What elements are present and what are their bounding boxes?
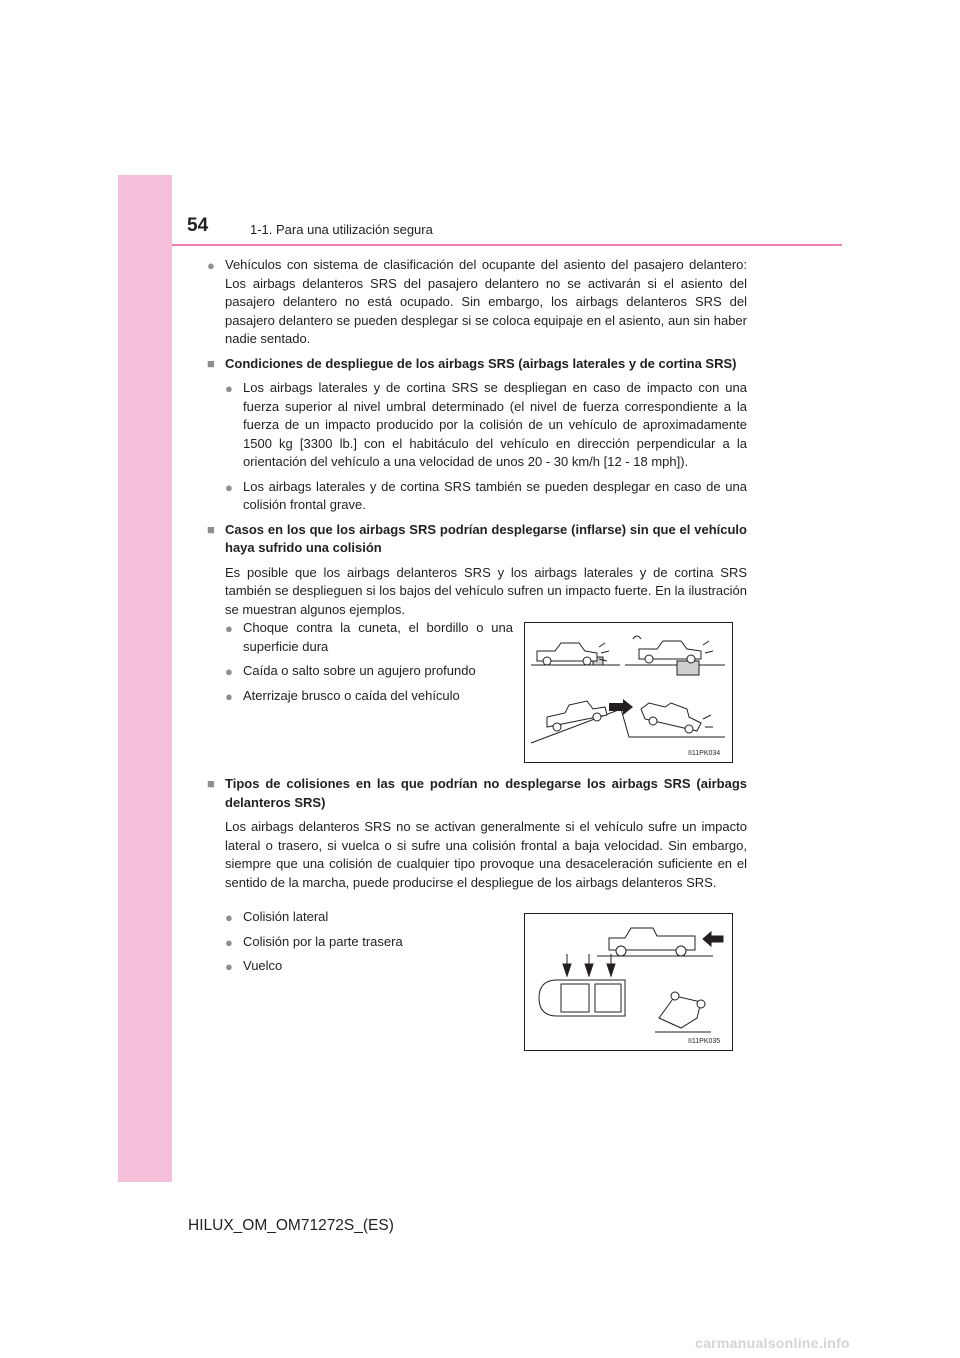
collision-type-text: Vuelco — [243, 958, 283, 973]
bullet-occupant — [207, 256, 747, 349]
no-deploy-text: Los airbags delanteros SRS no se activan generalmente si el vehículo sufre un impacto lateral o trasero, si vuelca o si sufre una colisión frontal a baja velocidad. Sin embargo, siempre que una colisión de cualquier tipo provoque una desaceleración suficiente en el sentido de la marcha, puede producirse el despliegue de los airbags delanteros SRS. — [225, 819, 747, 890]
main-content — [207, 256, 747, 625]
side-bullet-2 — [207, 478, 747, 515]
bullet-circle-icon: ● — [225, 621, 233, 636]
side-bullet-1 — [207, 379, 747, 472]
example-item — [225, 687, 513, 706]
bullet-occupant-text: Vehículos con sistema de clasificación del ocupante del asiento del pasajero delantero: Los airbags delanteros SRS del pasajero delantero no se activarán si el asiento del pasajero delantero no está ocupado. Sin embargo, los airbags delanteros SRS del pasajero delantero se pueden desplegar si se coloca equipaje en el asiento, aun sin haber nadie sentado. — [225, 257, 747, 346]
truck-slope-icon — [625, 636, 725, 675]
figure-undercarriage-impacts — [524, 622, 733, 763]
bullet-circle-icon: ● — [225, 688, 233, 704]
collision-types-illustration — [525, 914, 732, 1050]
bullet-square-icon: ■ — [207, 355, 215, 371]
bullet-square-icon: ■ — [207, 776, 215, 791]
no-deploy-section — [207, 775, 747, 898]
bullet-circle-icon: ● — [225, 934, 233, 950]
example-text: Caída o salto sobre un agujero profundo — [243, 663, 476, 678]
truck-rollover-icon — [655, 992, 711, 1032]
heading-no-collision — [207, 521, 747, 558]
heading-no-deploy-text: Tipos de colisiones en las que podrían no desplegarse los airbags SRS (airbags delanteros SRS) — [225, 776, 747, 810]
truck-rear-impact-icon — [597, 928, 723, 956]
side-bullet-2-text: Los airbags laterales y de cortina SRS también se pueden desplegar en caso de una colisión frontal grave. — [243, 478, 747, 512]
heading-side — [207, 355, 747, 374]
bullet-circle-icon: ● — [225, 479, 233, 495]
example-item — [225, 619, 513, 656]
collision-type-item — [225, 933, 495, 952]
bullet-square-icon: ■ — [207, 521, 215, 537]
figure-collision-types — [524, 913, 733, 1051]
page-number: 54 — [187, 215, 209, 236]
truck-side-impact-icon — [539, 954, 625, 1016]
truck-falling-icon — [641, 703, 713, 733]
bullet-circle-icon: ● — [225, 381, 233, 396]
bullet-circle-icon: ● — [225, 910, 233, 925]
example-text: Aterrizaje brusco o caída del vehículo — [243, 687, 460, 703]
heading-no-collision-text: Casos en los que los airbags SRS podrían desplegarse (inflarse) sin que el vehículo haya sufrido una colisión — [225, 521, 747, 555]
undercarriage-illustration — [525, 623, 732, 762]
sidebar-tab — [118, 175, 172, 1182]
watermark: carmanualsonline.info — [695, 1335, 850, 1351]
bullet-circle-icon: ● — [207, 258, 215, 273]
bullet-circle-icon: ● — [225, 959, 233, 974]
collision-type-item — [225, 957, 495, 976]
manual-code: HILUX_OM_OM71272S_(ES) — [188, 1217, 394, 1234]
header-rule — [172, 244, 842, 246]
example-text: Choque contra la cuneta, el bordillo o una superficie dura — [243, 620, 513, 654]
side-bullet-1-text: Los airbags laterales y de cortina SRS se despliegan en caso de impacto con una fuerza superior al nivel umbral determinado (el nivel de fuerza correspondiente a la fuerza de un impacto producido por la colisión de un vehículo de aproximadamente 1500 kg [3300 lb.] con el habitáculo del vehículo en dirección perpendicular a la orientación del vehículo a una velocidad de unos 20 - 30 km/h [12 - 18 mph]). — [243, 380, 747, 469]
no-collision-text: Es posible que los airbags delanteros SRS y los airbags laterales y de cortina SRS también se desplieguen si los bajos del vehículo sufren un impacto fuerte. En la ilustración se muestran algunos ejemplos. — [225, 564, 747, 617]
section-title: 1-1. Para una utilización segura — [250, 222, 433, 237]
heading-side-text: Condiciones de despliegue de los airbags SRS (airbags laterales y de cortina SRS) — [225, 355, 737, 371]
collision-type-item — [225, 908, 495, 927]
example-item — [225, 662, 513, 681]
collision-type-text: Colisión por la parte trasera — [243, 933, 403, 949]
figure-code: II11PK035 — [688, 1038, 721, 1045]
figure-code: II11PK034 — [688, 750, 721, 757]
bullet-circle-icon: ● — [225, 664, 233, 679]
examples-list — [225, 619, 513, 711]
truck-curb-icon — [531, 643, 620, 665]
collision-types-list — [225, 908, 495, 982]
collision-type-text: Colisión lateral — [243, 909, 329, 924]
heading-no-deploy — [207, 775, 747, 812]
